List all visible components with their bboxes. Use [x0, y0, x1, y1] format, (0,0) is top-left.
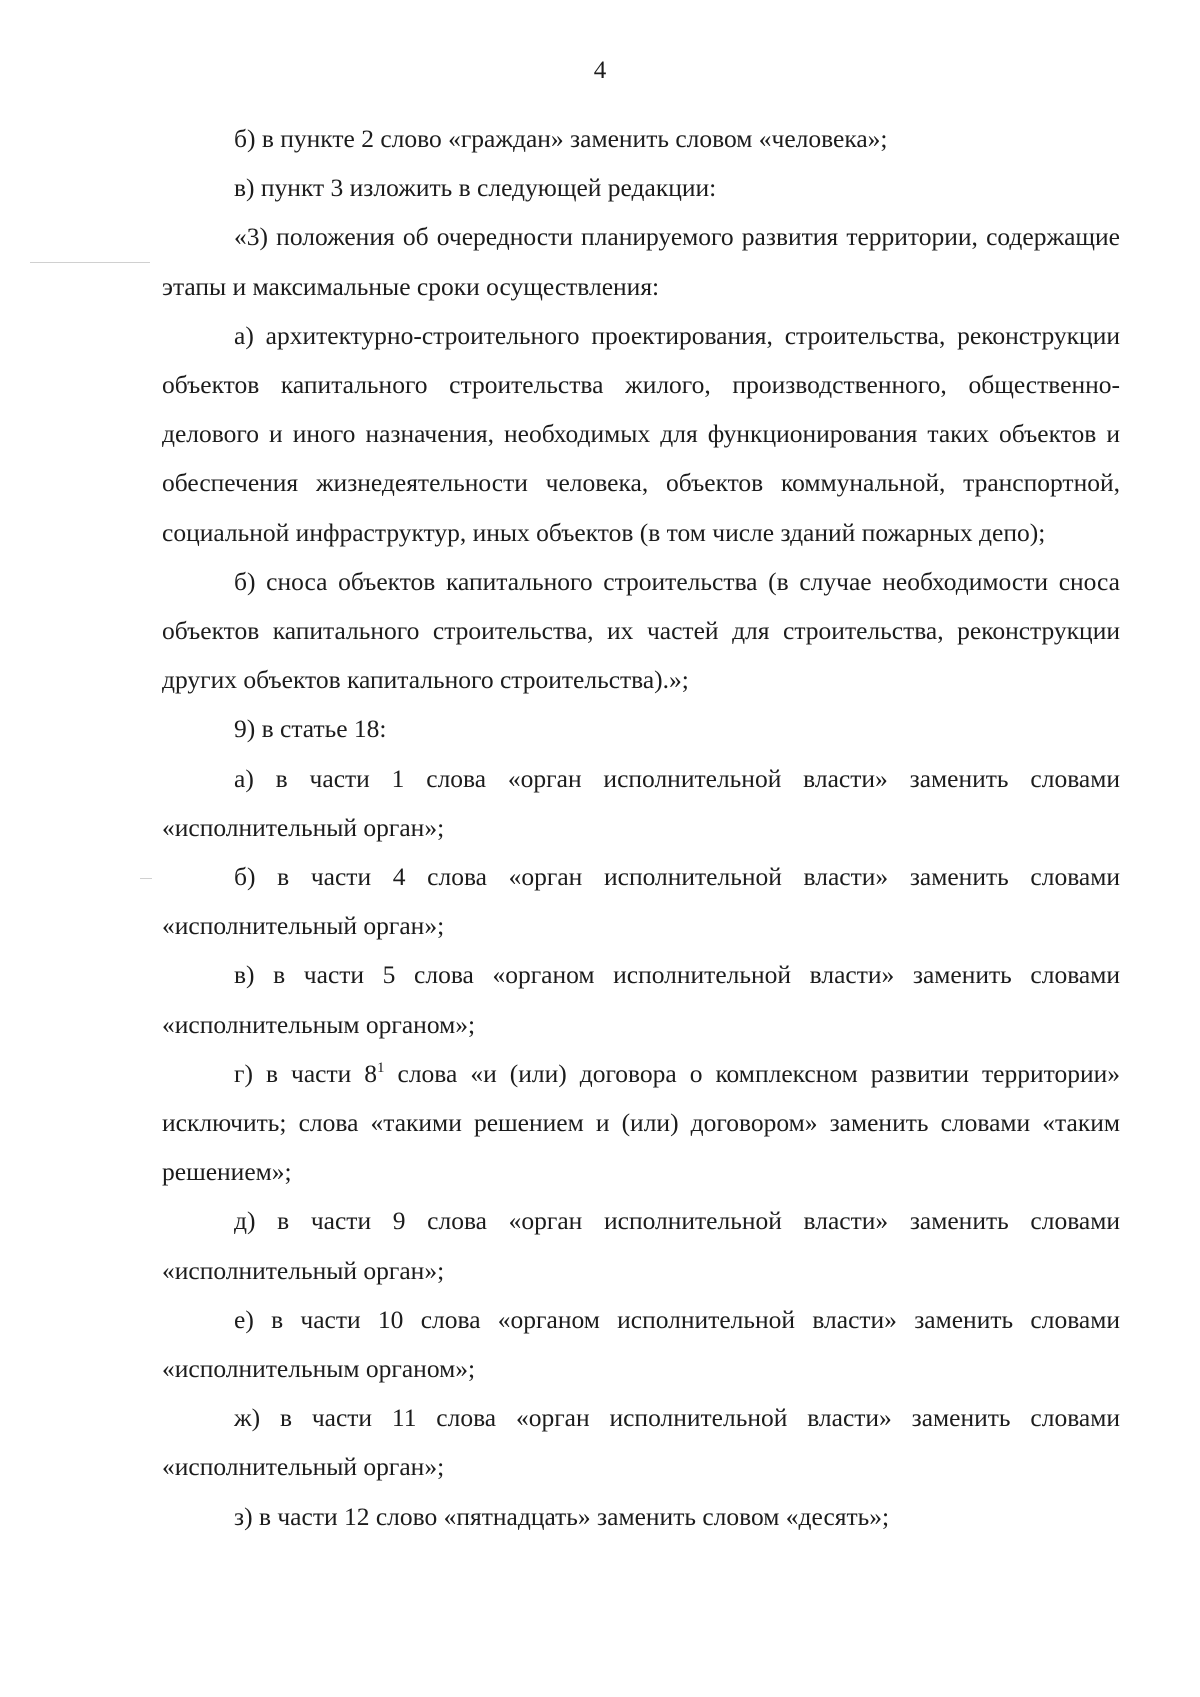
- paragraph: е) в части 10 слова «органом исполнительной власти» заменить словами «исполнительным органом»;: [162, 1304, 1120, 1384]
- document-body: [162, 114, 1120, 1541]
- paragraph: а) архитектурно-строительного проектирования, строительства, реконструкции объектов капитального строительства жилого, производственного, общественно-делового и иного назначения, необходимых для функционирования таких объектов и обеспечения жизнедеятельности человека, объектов коммунальной, транспортной, социальной инфраструктур, иных объектов (в том числе зданий пожарных депо);: [162, 320, 1120, 547]
- paragraph-text: слова «и (или) договора о комплексном развитии территории» исключить; слова «такими решением и (или) договором» заменить словами «таким решением»;: [162, 1058, 1120, 1187]
- paragraph: д) в части 9 слова «орган исполнительной власти» заменить словами «исполнительный орган»;: [162, 1206, 1120, 1285]
- page-number: 4: [593, 57, 607, 84]
- paragraph: в) в части 5 слова «органом исполнительной власти» заменить словами «исполнительным органом»;: [162, 960, 1120, 1039]
- superscript: 1: [377, 1059, 385, 1076]
- paragraph: [162, 1049, 1120, 1197]
- paragraph-text: г) в части 8: [234, 1058, 377, 1088]
- paragraph: б) в пункте 2 слово «граждан» заменить словом «человека»;: [234, 124, 888, 153]
- paragraph: а) в части 1 слова «орган исполнительной власти» заменить словами «исполнительный орган»;: [162, 763, 1120, 842]
- paragraph: 9) в статье 18:: [234, 714, 387, 744]
- paragraph: б) в части 4 слова «орган исполнительной власти» заменить словами «исполнительный орган»;: [162, 862, 1120, 941]
- paragraph: «3) положения об очередности планируемого развития территории, содержащие этапы и максимальные сроки осуществления:: [162, 222, 1120, 301]
- paragraph: з) в части 12 слово «пятнадцать» заменить словом «десять»;: [234, 1501, 890, 1531]
- scan-artifact: [30, 262, 150, 263]
- paragraph: б) сноса объектов капитального строительства (в случае необходимости сноса объектов капитального строительства, их частей для строительства, реконструкции других объектов капитального строительства).»;: [162, 566, 1120, 695]
- scan-artifact: [140, 878, 152, 879]
- paragraph: ж) в части 11 слова «орган исполнительной власти» заменить словами «исполнительный орган»;: [162, 1403, 1120, 1482]
- paragraph: в) пункт 3 изложить в следующей редакции:: [234, 173, 717, 203]
